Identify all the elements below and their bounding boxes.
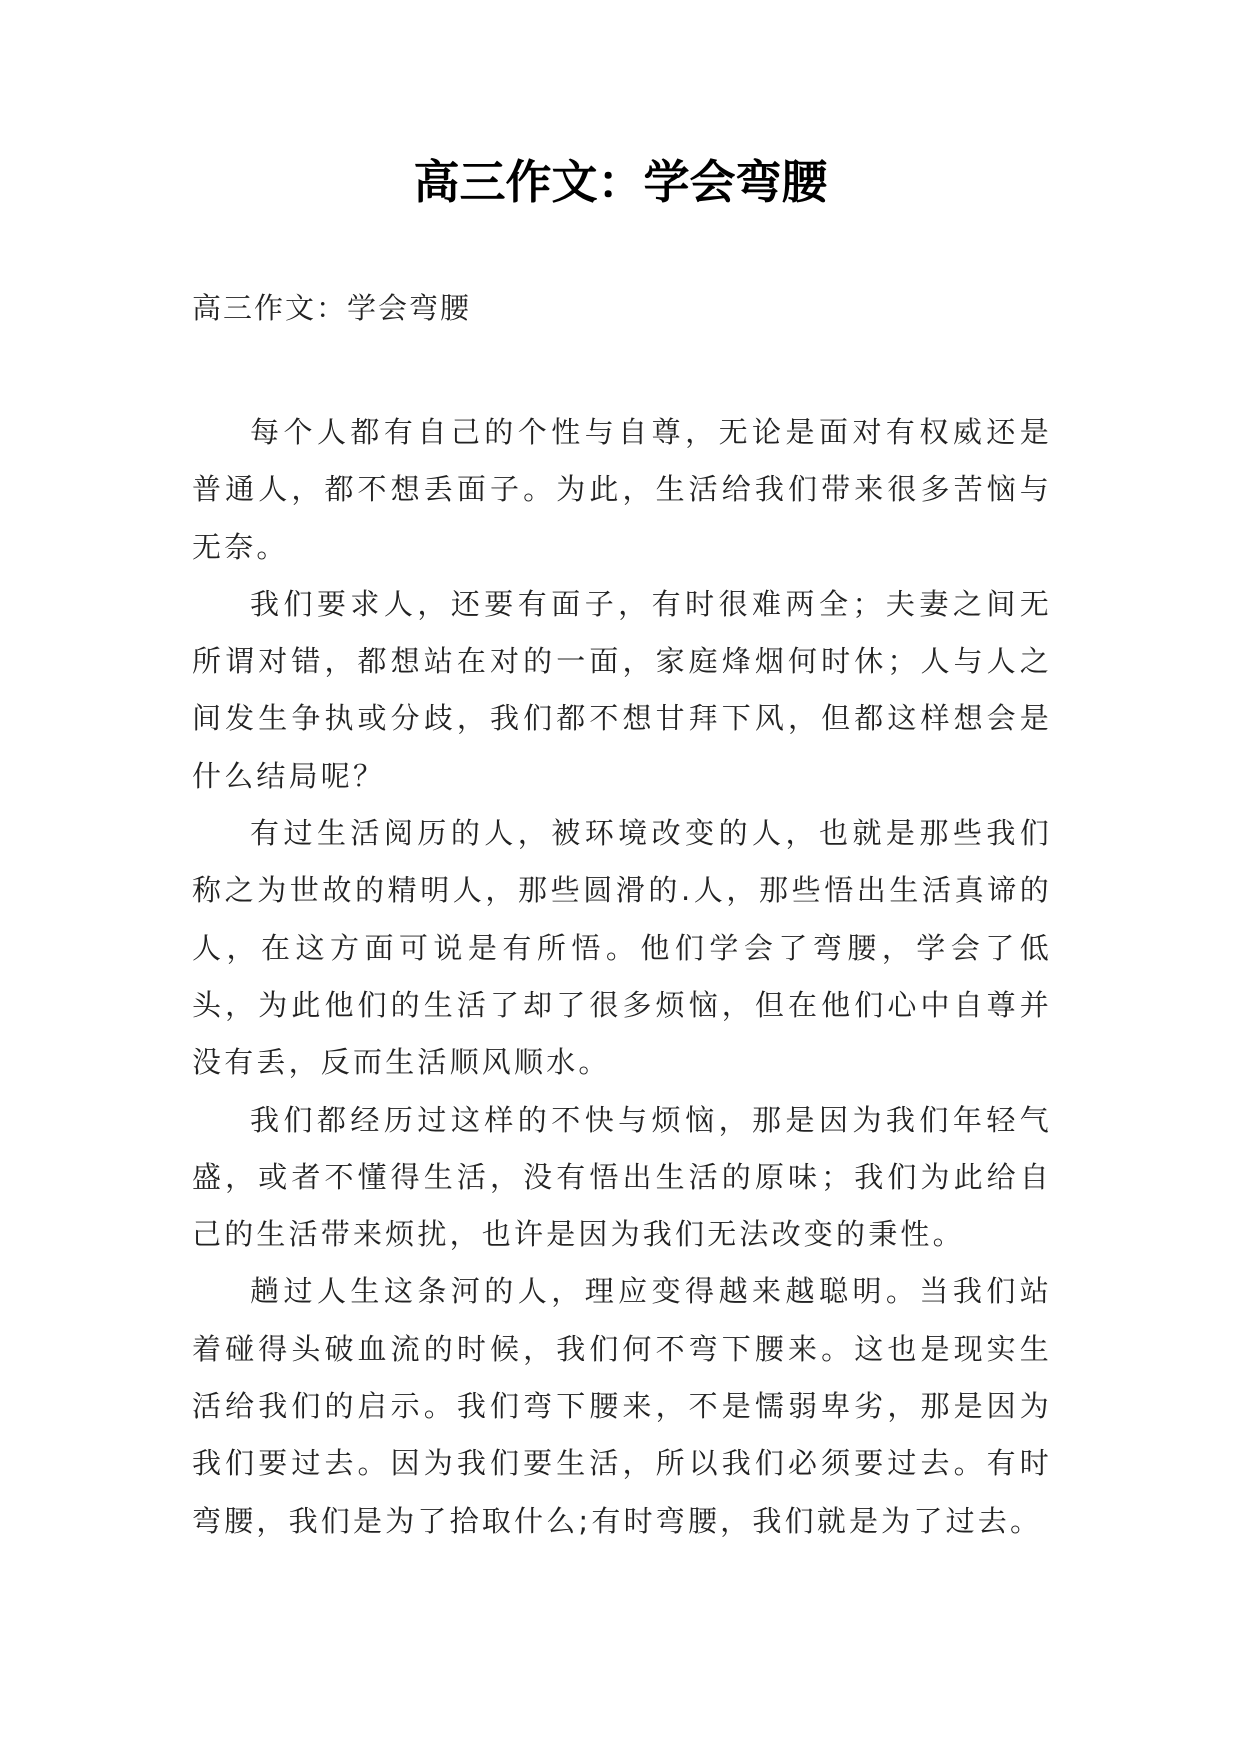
paragraph: 趟过人生这条河的人，理应变得越来越聪明。当我们站着碰得头破血流的时候，我们何不弯下腰来。这也是现实生活给我们的启示。我们弯下腰来，不是懦弱卑劣，那是因为我们要过去。因为我们要生活，所以我们必须要过去。有时弯腰，我们是为了拾取什么;有时弯腰，我们就是为了过去。 [192, 1274, 1052, 1538]
paragraph: 我们都经历过这样的不快与烦恼，那是因为我们年轻气盛，或者不懂得生活，没有悟出生活的原味；我们为此给自己的生活带来烦扰，也许是因为我们无法改变的秉性。 [192, 1102, 1052, 1252]
document-title: 高三作文：学会弯腰 [413, 155, 828, 209]
paragraph: 我们要求人，还要有面子，有时很难两全；夫妻之间无所谓对错，都想站在对的一面，家庭烽烟何时休；人与人之间发生争执或分歧，我们都不想甘拜下风，但都这样想会是什么结局呢？ [192, 586, 1052, 793]
paragraph: 每个人都有自己的个性与自尊，无论是面对有权威还是普通人，都不想丢面子。为此，生活给我们带来很多苦恼与无奈。 [192, 415, 1052, 564]
paragraph: 有过生活阅历的人，被环境改变的人，也就是那些我们称之为世故的精明人，那些圆滑的.人，那些悟出生活真谛的人，在这方面可说是有所悟。他们学会了弯腰，学会了低头，为此他们的生活了却了很多烦恼，但在他们心中自尊并没有丢，反而生活顺风顺水。 [192, 816, 1052, 1080]
document-body [192, 404, 1052, 1550]
document-subtitle: 高三作文：学会弯腰 [192, 291, 472, 325]
